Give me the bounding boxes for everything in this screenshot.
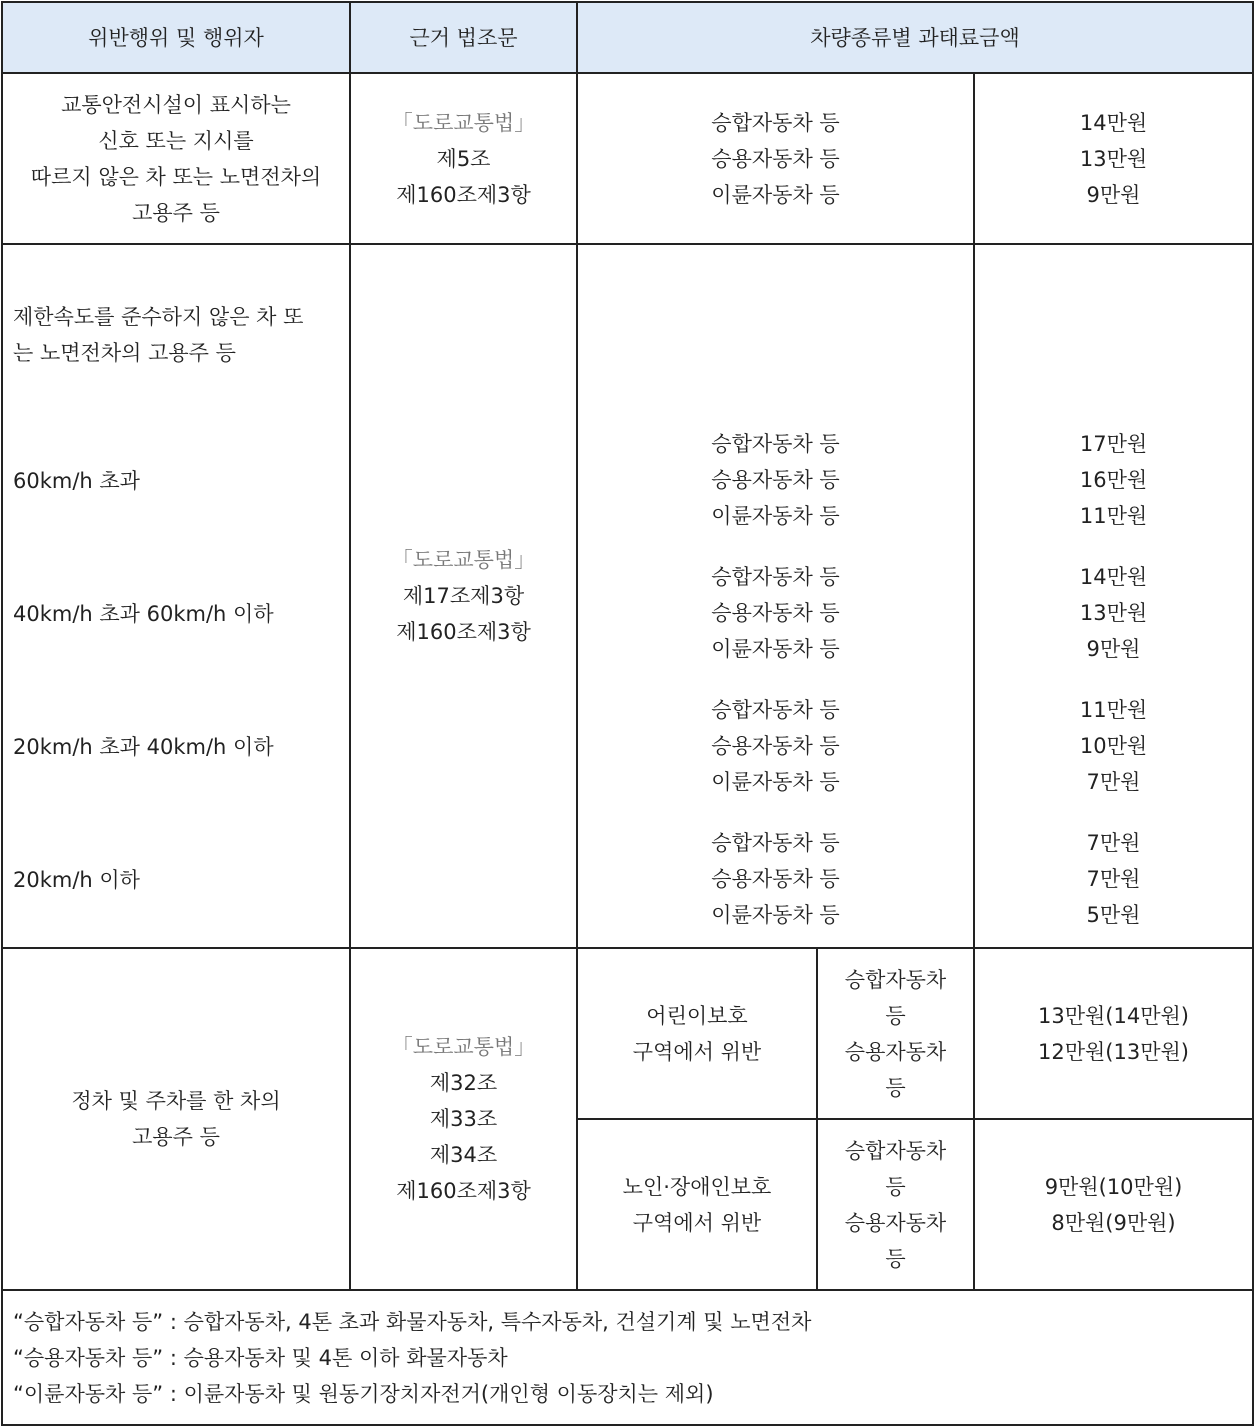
- vehicle-type: 승합자동차 등: [711, 831, 840, 855]
- law-name: 「도로교통법」: [391, 548, 536, 572]
- vehicle-type: 승합자동차 등: [711, 110, 840, 135]
- fine-amount: 13만원: [1079, 601, 1148, 625]
- fine-amount: 14만원: [1079, 110, 1148, 135]
- footnote-cell: [2, 1290, 1253, 1425]
- law-article: 제34조: [429, 1143, 498, 1167]
- fine-amount: 7만원: [1086, 867, 1141, 891]
- header-amount: 차량종류별 과태료금액: [577, 2, 1253, 73]
- speed-title-line: 는 노면전차의 고용주 등: [13, 341, 236, 365]
- fine-amount: 9만원(10만원): [1044, 1174, 1183, 1199]
- signal-act-line: 교통안전시설이 표시하는: [61, 92, 291, 117]
- signal-act-line: 신호 또는 지시를: [98, 128, 254, 153]
- vehicle-type: 승용자동차: [844, 1210, 947, 1235]
- vehicle-type: 승합자동차: [844, 967, 947, 992]
- law-article: 제17조제3항: [402, 584, 525, 608]
- vehicle-type: 승용자동차 등: [711, 468, 840, 492]
- vehicle-type: 승합자동차 등: [711, 432, 840, 456]
- fine-amount: 8만원(9만원): [1051, 1210, 1176, 1235]
- vehicle-type: 승용자동차 등: [711, 146, 840, 171]
- footnote-row: [2, 1290, 1253, 1425]
- footnote-line: “승합자동차 등” : 승합자동차, 4톤 초과 화물자동차, 특수자동차, 건설기계 및 노면전차: [13, 1309, 812, 1334]
- vehicle-type: 등: [885, 1174, 906, 1199]
- speed-title-line: 제한속도를 준수하지 않은 차 또: [13, 305, 304, 329]
- speed-amount-cell: [974, 244, 1253, 948]
- speed-range: 20km/h 초과 40km/h 이하: [13, 735, 274, 759]
- fine-amount: 10만원: [1079, 734, 1148, 758]
- vehicle-type: 승용자동차: [844, 1039, 947, 1064]
- fine-amount: 9만원: [1086, 182, 1141, 207]
- law-name: 「도로교통법」: [391, 1035, 536, 1059]
- parking-law-cell: [350, 948, 577, 1290]
- fine-amount: 11만원: [1079, 504, 1148, 528]
- law-article: 제160조제3항: [396, 1179, 531, 1203]
- speed-range: 40km/h 초과 60km/h 이하: [13, 602, 274, 626]
- table-row-parking-child: [2, 948, 1253, 1119]
- vehicle-type: 이륜자동차 등: [711, 770, 840, 794]
- law-article: 제33조: [429, 1107, 498, 1131]
- footnote-line: “이륜자동차 등” : 이륜자동차 및 원동기장치자전거(개인형 이동장치는 제외): [13, 1381, 714, 1406]
- vehicle-type: 이륜자동차 등: [711, 903, 840, 927]
- fine-amount: 17만원: [1079, 432, 1148, 456]
- fine-table: [1, 1, 1254, 1426]
- vehicle-type: 승용자동차 등: [711, 601, 840, 625]
- signal-law-cell: [350, 73, 577, 244]
- vehicle-type: 승합자동차 등: [711, 565, 840, 589]
- law-article: 제160조제3항: [396, 620, 531, 644]
- header-row: [2, 2, 1253, 73]
- vehicle-type: 승용자동차 등: [711, 734, 840, 758]
- fine-amount: 12만원(13만원): [1038, 1039, 1189, 1064]
- law-name: 「도로교통법」: [391, 110, 536, 135]
- signal-violation-cell: [2, 73, 350, 244]
- fine-amount: 11만원: [1079, 698, 1148, 722]
- vehicle-type: 등: [885, 1003, 906, 1028]
- zone-amount-cell-elderly: [974, 1119, 1253, 1290]
- signal-act-line: 고용주 등: [132, 200, 220, 225]
- footnote-line: “승용자동차 등” : 승용자동차 및 4톤 이하 화물자동차: [13, 1345, 508, 1370]
- speed-range: 60km/h 초과: [13, 469, 140, 493]
- vehicle-type: 이륜자동차 등: [711, 182, 840, 207]
- fine-amount: 7만원: [1086, 831, 1141, 855]
- zone-vehicle-cell-child: [817, 948, 974, 1119]
- vehicle-type: 승용자동차 등: [711, 867, 840, 891]
- zone-name-line: 구역에서 위반: [632, 1039, 762, 1064]
- vehicle-type: 이륜자동차 등: [711, 637, 840, 661]
- fine-amount: 5만원: [1086, 903, 1141, 927]
- fine-amount: 14만원: [1079, 565, 1148, 589]
- header-violation: 위반행위 및 행위자: [2, 2, 350, 73]
- law-article: 제5조: [436, 146, 491, 171]
- law-article: 제160조제3항: [396, 182, 531, 207]
- zone-name-line: 구역에서 위반: [632, 1210, 762, 1235]
- signal-act-line: 따르지 않은 차 또는 노면전차의: [30, 164, 322, 189]
- table-row-signal: [2, 73, 1253, 244]
- zone-name-line: 노인·장애인보호: [622, 1174, 772, 1199]
- vehicle-type: 승합자동차 등: [711, 698, 840, 722]
- vehicle-type: 등: [885, 1246, 906, 1271]
- zone-cell-elderly: [577, 1119, 817, 1290]
- fine-amount: 7만원: [1086, 770, 1141, 794]
- speed-law-cell: [350, 244, 577, 948]
- parking-violation-cell: [2, 948, 350, 1290]
- speed-vehicle-cell: [577, 244, 974, 948]
- fine-amount: 13만원(14만원): [1038, 1003, 1189, 1028]
- zone-amount-cell-child: [974, 948, 1253, 1119]
- law-article: 제32조: [429, 1071, 498, 1095]
- vehicle-type: 이륜자동차 등: [711, 504, 840, 528]
- fine-amount: 13만원: [1079, 146, 1148, 171]
- vehicle-type: 등: [885, 1075, 906, 1100]
- zone-name-line: 어린이보호: [646, 1003, 748, 1028]
- speed-range: 20km/h 이하: [13, 868, 140, 892]
- vehicle-type: 승합자동차: [844, 1138, 947, 1163]
- fine-amount: 16만원: [1079, 468, 1148, 492]
- header-law: 근거 법조문: [350, 2, 577, 73]
- fine-amount: 9만원: [1086, 637, 1141, 661]
- zone-vehicle-cell-elderly: [817, 1119, 974, 1290]
- signal-vehicle-cell: [577, 73, 974, 244]
- speed-violation-cell: [2, 244, 350, 948]
- table-row-speed: [2, 244, 1253, 948]
- zone-cell-child: [577, 948, 817, 1119]
- signal-amount-cell: [974, 73, 1253, 244]
- parking-act-line: 정차 및 주차를 한 차의: [71, 1089, 281, 1113]
- parking-act-line: 고용주 등: [132, 1125, 220, 1149]
